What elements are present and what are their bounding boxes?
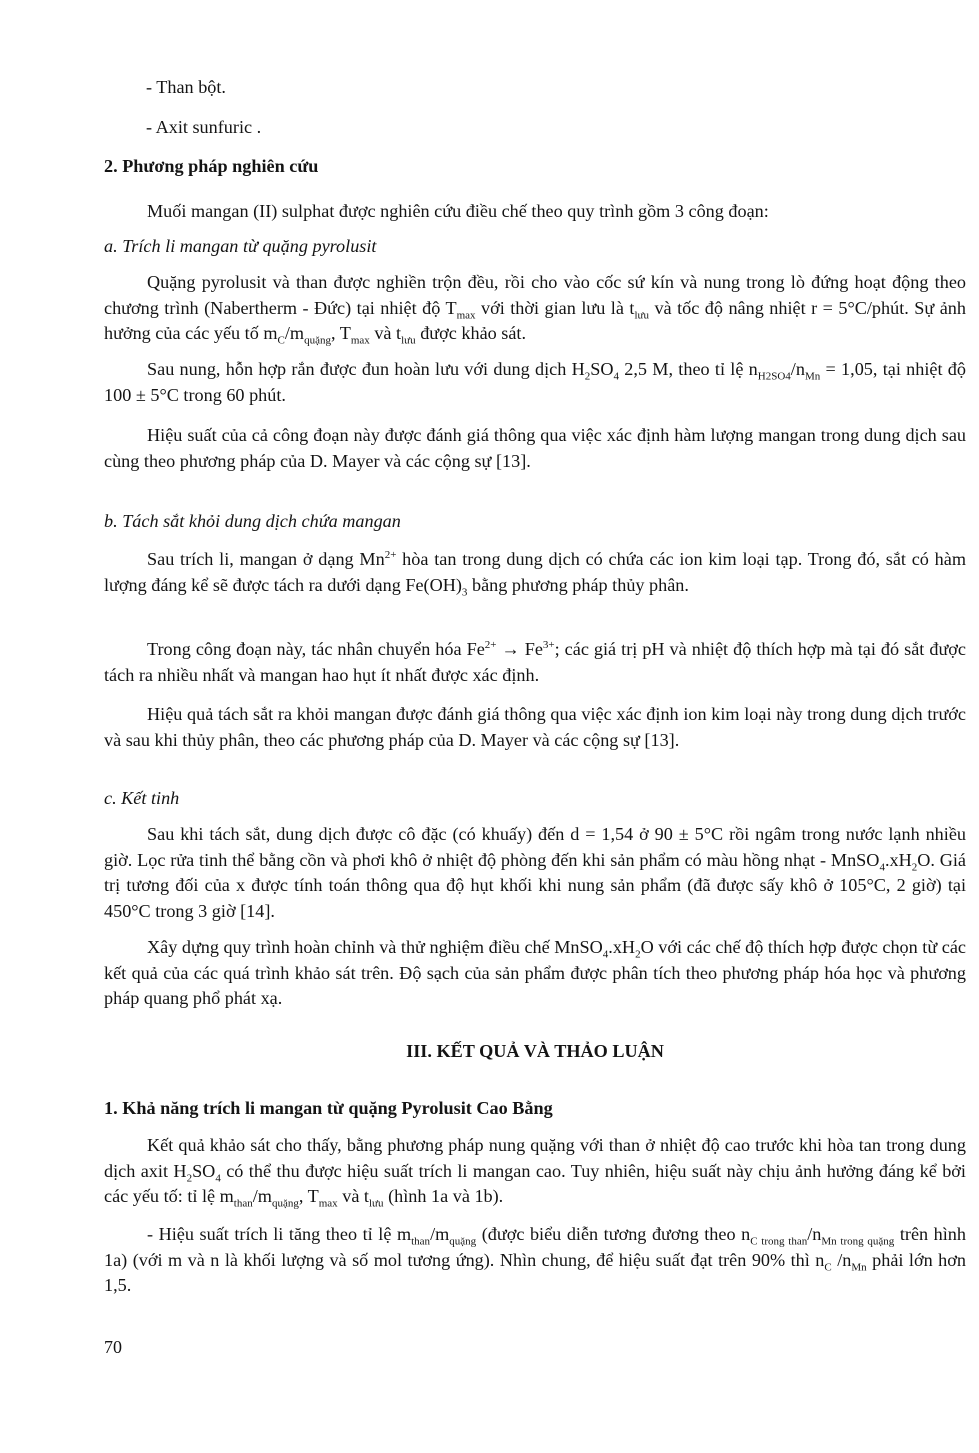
paragraph: Sau khi tách sắt, dung dịch được cô đặc (có khuấy) đến d = 1,54 ở 90 ± 5°C rồi ngâm trong nước lạnh nhiều giờ. Lọc rửa tinh thể bằng cồn và phơi khô ở nhiệt độ phòng đến khi sản phẩm có màu hồng nhạt - $MnSO_4.xH_2O$. Giá trị tương đối của x được tính toán thông qua độ hụt khối khi nung sản phẩm (đã được sấy khô ở 105°C, 2 giờ) tại 450°C trong 3 giờ [14]. [104,824,966,921]
paragraph: Kết quả khảo sát cho thấy, bằng phương pháp nung quặng với than ở nhiệt độ cao trước khi hòa tan trong dung dịch axit $H_2SO_4$ có thể thu được hiệu suất trích li mangan cao. Tuy nhiên, hiệu suất này chịu ảnh hưởng đáng kể bởi các yếu tố: tỉ lệ $m_{than}/m_{quặng}$, $T_{max}$ và $t_{lưu}$ (hình 1a và 1b). [104,1135,966,1210]
subsection-heading: a. Trích li mangan từ quặng pyrolusit [104,236,377,256]
paragraph: Trong công đoạn này, tác nhân chuyển hóa $Fe^{2+} \to Fe^{3+}$; các giá trị pH và nhiệt độ thích hợp mà tại đó sắt được tách ra nhiều nhất và mangan hao hụt ít nhất được xác định. [104,638,966,685]
paragraph: Sau nung, hỗn hợp rắn được đun hoàn lưu với dung dịch $H_2SO_4$ 2,5 M, theo tỉ lệ $n_{H2SO4}/n_{Mn} = 1,05$, tại nhiệt độ 100 ± 5°C trong 60 phút. [104,359,966,405]
paragraph: Quặng pyrolusit và than được nghiền trộn đều, rồi cho vào cốc sứ kín và nung trong lò đứng hoạt động theo chương trình (Nabertherm - Đức) tại nhiệt độ $T_{max}$ với thời gian lưu là $t_{lưu}$ và tốc độ nâng nhiệt r = 5°C/phút. Sự ảnh hưởng của các yếu tố $m_C/m_{quặng}$, $T_{max}$ và $t_{lưu}$ được khảo sát. [104,272,966,347]
list-item: - Axit sunfuric . [146,117,262,137]
subsection-heading: c. Kết tinh [104,788,180,808]
subsection-heading: b. Tách sắt khỏi dung dịch chứa mangan [104,511,401,531]
paragraph: Sau trích li, mangan ở dạng $Mn^{2+}$ hòa tan trong dung dịch có chứa các ion kim loại tạp. Trong đó, sắt có hàm lượng đáng kể sẽ được tách ra dưới dạng $Fe(OH)_3$ bằng phương pháp thủy phân. [104,548,966,599]
chapter-heading: III. KẾT QUẢ VÀ THẢO LUẬN [406,1041,664,1061]
paragraph: Muối mangan (II) sulphat được nghiên cứu điều chế theo quy trình gồm 3 công đoạn: [147,201,769,221]
paragraph: Hiệu quả tách sắt ra khỏi mangan được đánh giá thông qua việc xác định ion kim loại này trong dung dịch trước và sau khi thủy phân, theo các phương pháp của D. Mayer và các cộng sự [13]. [104,704,966,750]
list-item: - Than bột. [146,77,226,97]
paragraph: Xây dựng quy trình hoàn chỉnh và thử nghiệm điều chế $MnSO_4.xH_2O$ với các chế độ thích hợp được chọn từ các kết quả của các quá trình khảo sát trên. Độ sạch của sản phẩm được phân tích theo phương pháp hóa học và phương pháp quang phổ phát xạ. [104,937,966,1008]
section-heading: 1. Khả năng trích li mangan từ quặng Pyrolusit Cao Bằng [104,1098,553,1118]
paragraph: Hiệu suất của cả công đoạn này được đánh giá thông qua việc xác định hàm lượng mangan trong dung dịch sau cùng theo phương pháp của D. Mayer và các cộng sự [13]. [104,425,966,471]
section-heading: 2. Phương pháp nghiên cứu [104,156,319,176]
page-number: 70 [104,1337,122,1357]
paragraph: - Hiệu suất trích li tăng theo tỉ lệ $m_{than}/m_{quặng}$ (được biểu diễn tương đương theo $n_{C trong than}/n_{Mn trong quặng}$ trên hình 1a) (với m và n là khối lượng và số mol tương ứng). Nhìn chung, để hiệu suất đạt trên 90% thì $n_C$ $/n_{Mn}$ phải lớn hơn 1,5. [104,1224,966,1295]
